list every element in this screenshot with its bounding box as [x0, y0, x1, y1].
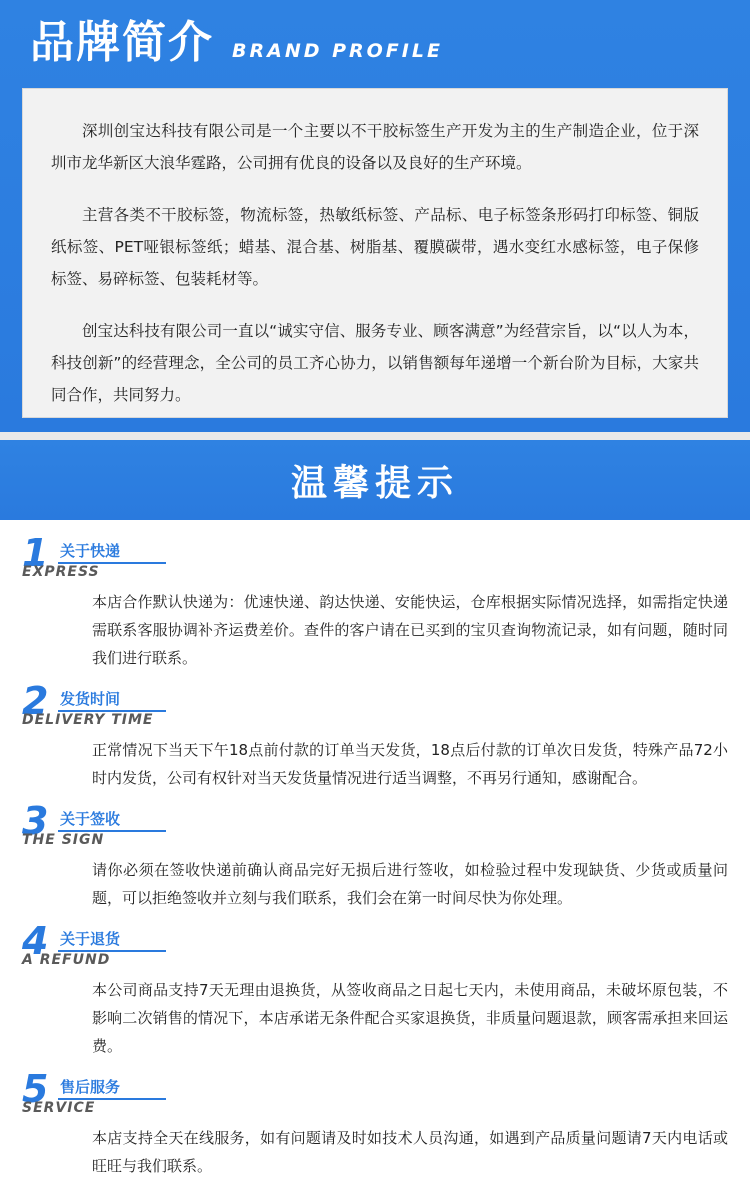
- brand-profile-text-panel: [22, 88, 728, 418]
- tip-label-en: A REFUND: [22, 952, 111, 968]
- tip-head: [22, 799, 728, 856]
- tip-label-en: EXPRESS: [22, 564, 100, 580]
- brand-profile-section: [0, 0, 750, 432]
- tip-label-cn: 关于退货: [60, 930, 121, 948]
- brand-profile-header: [0, 0, 750, 86]
- tip-item-express: [0, 531, 750, 682]
- tip-item-service: [0, 1067, 750, 1190]
- tip-number: 3: [22, 799, 49, 843]
- brand-paragraph-3: 创宝达科技有限公司一直以“诚实守信、服务专业、顾客满意”为经营宗旨，以“以人为本，科技创新”的经营理念，全公司的员工齐心协力，以销售额每年递增一个新台阶为目标，大家共同合作，共同努力。: [51, 322, 699, 404]
- tip-number: 2: [22, 679, 49, 723]
- tip-item-delivery-time: [0, 679, 750, 802]
- tip-head: [22, 531, 728, 588]
- tip-item-the-sign: [0, 799, 750, 922]
- tip-head: [22, 919, 728, 976]
- tips-header: [0, 440, 750, 520]
- tip-head: [22, 1067, 728, 1124]
- brand-paragraph-2: 主营各类不干胶标签，物流标签，热敏纸标签、产品标、电子标签条形码打印标签、铜版纸标签、PET哑银标签纸；蜡基、混合基、树脂基、覆膜碳带，遇水变红水感标签，电子保修标签、易碎标签、包装耗材等。: [51, 206, 699, 288]
- tip-number: 1: [22, 531, 49, 575]
- tip-text: 请你必须在签收快递前确认商品完好无损后进行签收，如检验过程中发现缺货、少货或质量问题，可以拒绝签收并立刻与我们联系，我们会在第一时间尽快为你处理。: [92, 861, 728, 907]
- tip-label-cn: 关于签收: [60, 810, 121, 828]
- tip-text: 本公司商品支持7天无理由退换货，从签收商品之日起七天内，未使用商品，未破坏原包装，不影响二次销售的情况下，本店承诺无条件配合买家退换货，非质量问题退款，顾客需承担来回运费。: [92, 981, 728, 1055]
- brand-paragraph-1: 深圳创宝达科技有限公司是一个主要以不干胶标签生产开发为主的生产制造企业，位于深圳市龙华新区大浪华霆路，公司拥有优良的设备以及良好的生产环境。: [51, 122, 699, 172]
- section-divider: [0, 432, 750, 440]
- tip-head: [22, 679, 728, 736]
- tip-label-cn: 关于快递: [60, 542, 121, 560]
- tips-list: [0, 520, 750, 1200]
- brand-title-cn: 品牌简介: [30, 17, 214, 68]
- tip-text: 正常情况下当天下午18点前付款的订单当天发货，18点后付款的订单次日发货，特殊产品72小时内发货，公司有权针对当天发货量情况进行适当调整，不再另行通知，感谢配合。: [92, 741, 728, 787]
- tip-label-cn: 售后服务: [60, 1078, 121, 1096]
- tip-number: 5: [22, 1067, 49, 1111]
- tip-label-cn: 发货时间: [60, 690, 121, 708]
- tip-label-en: DELIVERY TIME: [22, 712, 154, 728]
- tip-text: 本店合作默认快递为：优速快递、韵达快递、安能快运，仓库根据实际情况选择，如需指定快递需联系客服协调补齐运费差价。查件的客户请在已买到的宝贝查询物流记录，如有问题，随时同我们进行联系。: [92, 593, 728, 667]
- tip-label-en: THE SIGN: [22, 832, 105, 848]
- tip-label-en: SERVICE: [22, 1100, 96, 1116]
- tip-number: 4: [22, 919, 49, 963]
- brand-title-en: BRAND PROFILE: [232, 40, 443, 62]
- tip-item-a-refund: [0, 919, 750, 1070]
- tip-text: 本店支持全天在线服务，如有问题请及时如技术人员沟通，如遇到产品质量问题请7天内电话或旺旺与我们联系。: [92, 1129, 728, 1175]
- tips-title: 温馨提示: [290, 462, 459, 504]
